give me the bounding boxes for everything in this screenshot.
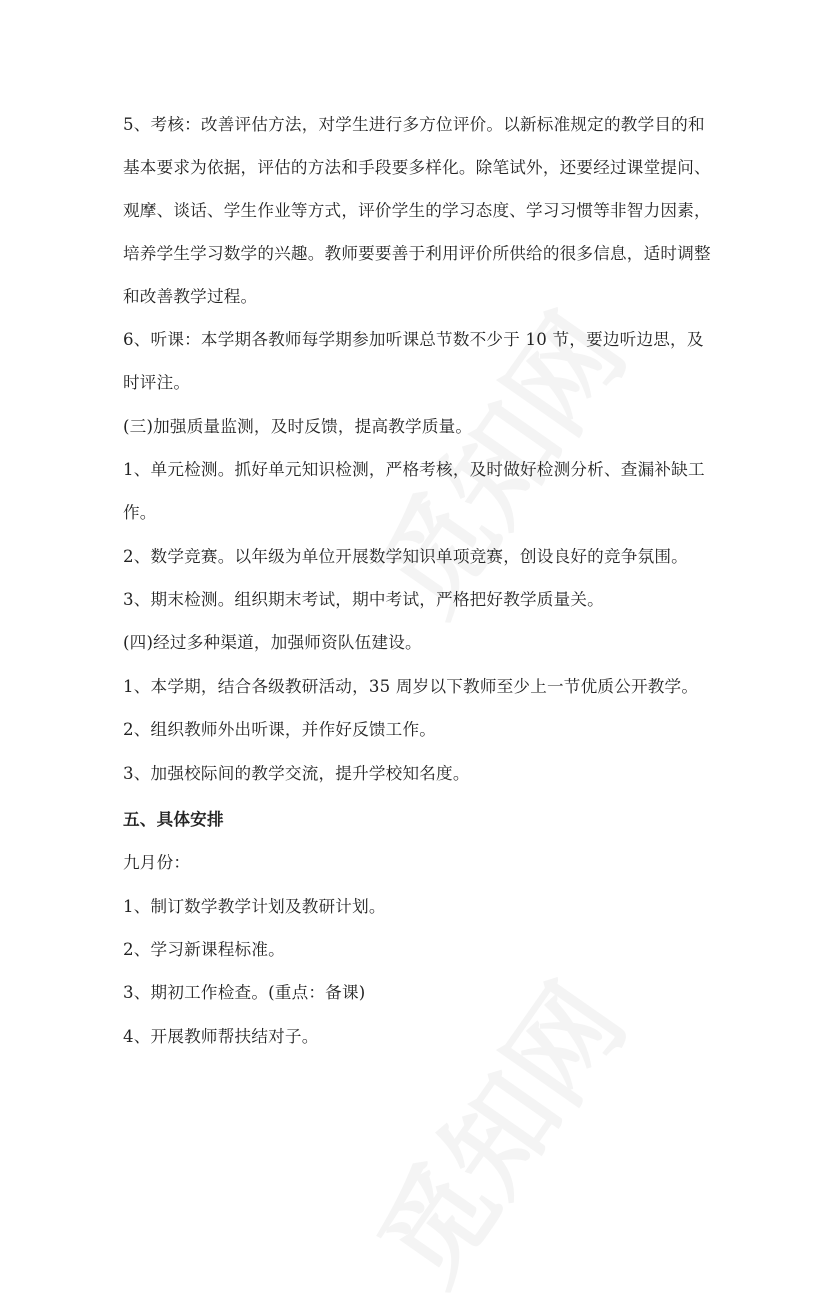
text-line: 4、开展教师帮扶结对子。 (123, 1027, 319, 1046)
text-line: 作。 (123, 503, 157, 522)
text-line: 1、本学期，结合各级教研活动，35 周岁以下教师至少上一节优质公开教学。 (123, 677, 699, 696)
text-line: 3、期末检测。组织期末考试，期中考试，严格把好教学质量关。 (123, 590, 604, 609)
text-line: 1、制订数学教学计划及教研计划。 (123, 897, 386, 916)
chapter-heading: 五、具体安排 (123, 810, 224, 829)
month-heading: 九月份： (123, 853, 191, 872)
text-line: 2、组织教师外出听课，并作好反馈工作。 (123, 720, 437, 739)
text-line: 1、单元检测。抓好单元知识检测，严格考核，及时做好检测分析、查漏补缺工 (123, 460, 705, 479)
text-line: 2、数学竞赛。以年级为单位开展数学知识单项竞赛，创设良好的竞争氛围。 (123, 547, 688, 566)
text-line: 6、听课：本学期各教师每学期参加听课总节数不少于 10 节，要边听边思，及 (123, 330, 704, 349)
section-heading: (三)加强质量监测，及时反馈，提高教学质量。 (123, 417, 473, 436)
text-line: 培养学生学习数学的兴趣。教师要要善于利用评价所供给的很多信息，适时调整 (123, 244, 711, 263)
section-heading: (四)经过多种渠道，加强师资队伍建设。 (123, 633, 422, 652)
text-line: 基本要求为依据，评估的方法和手段要多样化。除笔试外，还要经过课堂提问、 (123, 158, 711, 177)
text-line: 和改善教学过程。 (123, 287, 258, 306)
text-line: 观摩、谈话、学生作业等方式，评价学生的学习态度、学习习惯等非智力因素， (123, 201, 711, 220)
text-line: 2、学习新课程标准。 (123, 940, 285, 959)
text-line: 3、加强校际间的教学交流，提升学校知名度。 (123, 764, 470, 783)
text-line: 3、期初工作检查。(重点：备课) (123, 983, 366, 1002)
watermark (336, 949, 655, 1309)
text-line: 5、考核：改善评估方法，对学生进行多方位评价。以新标准规定的教学目的和 (123, 115, 705, 134)
text-line: 时评注。 (123, 373, 191, 392)
